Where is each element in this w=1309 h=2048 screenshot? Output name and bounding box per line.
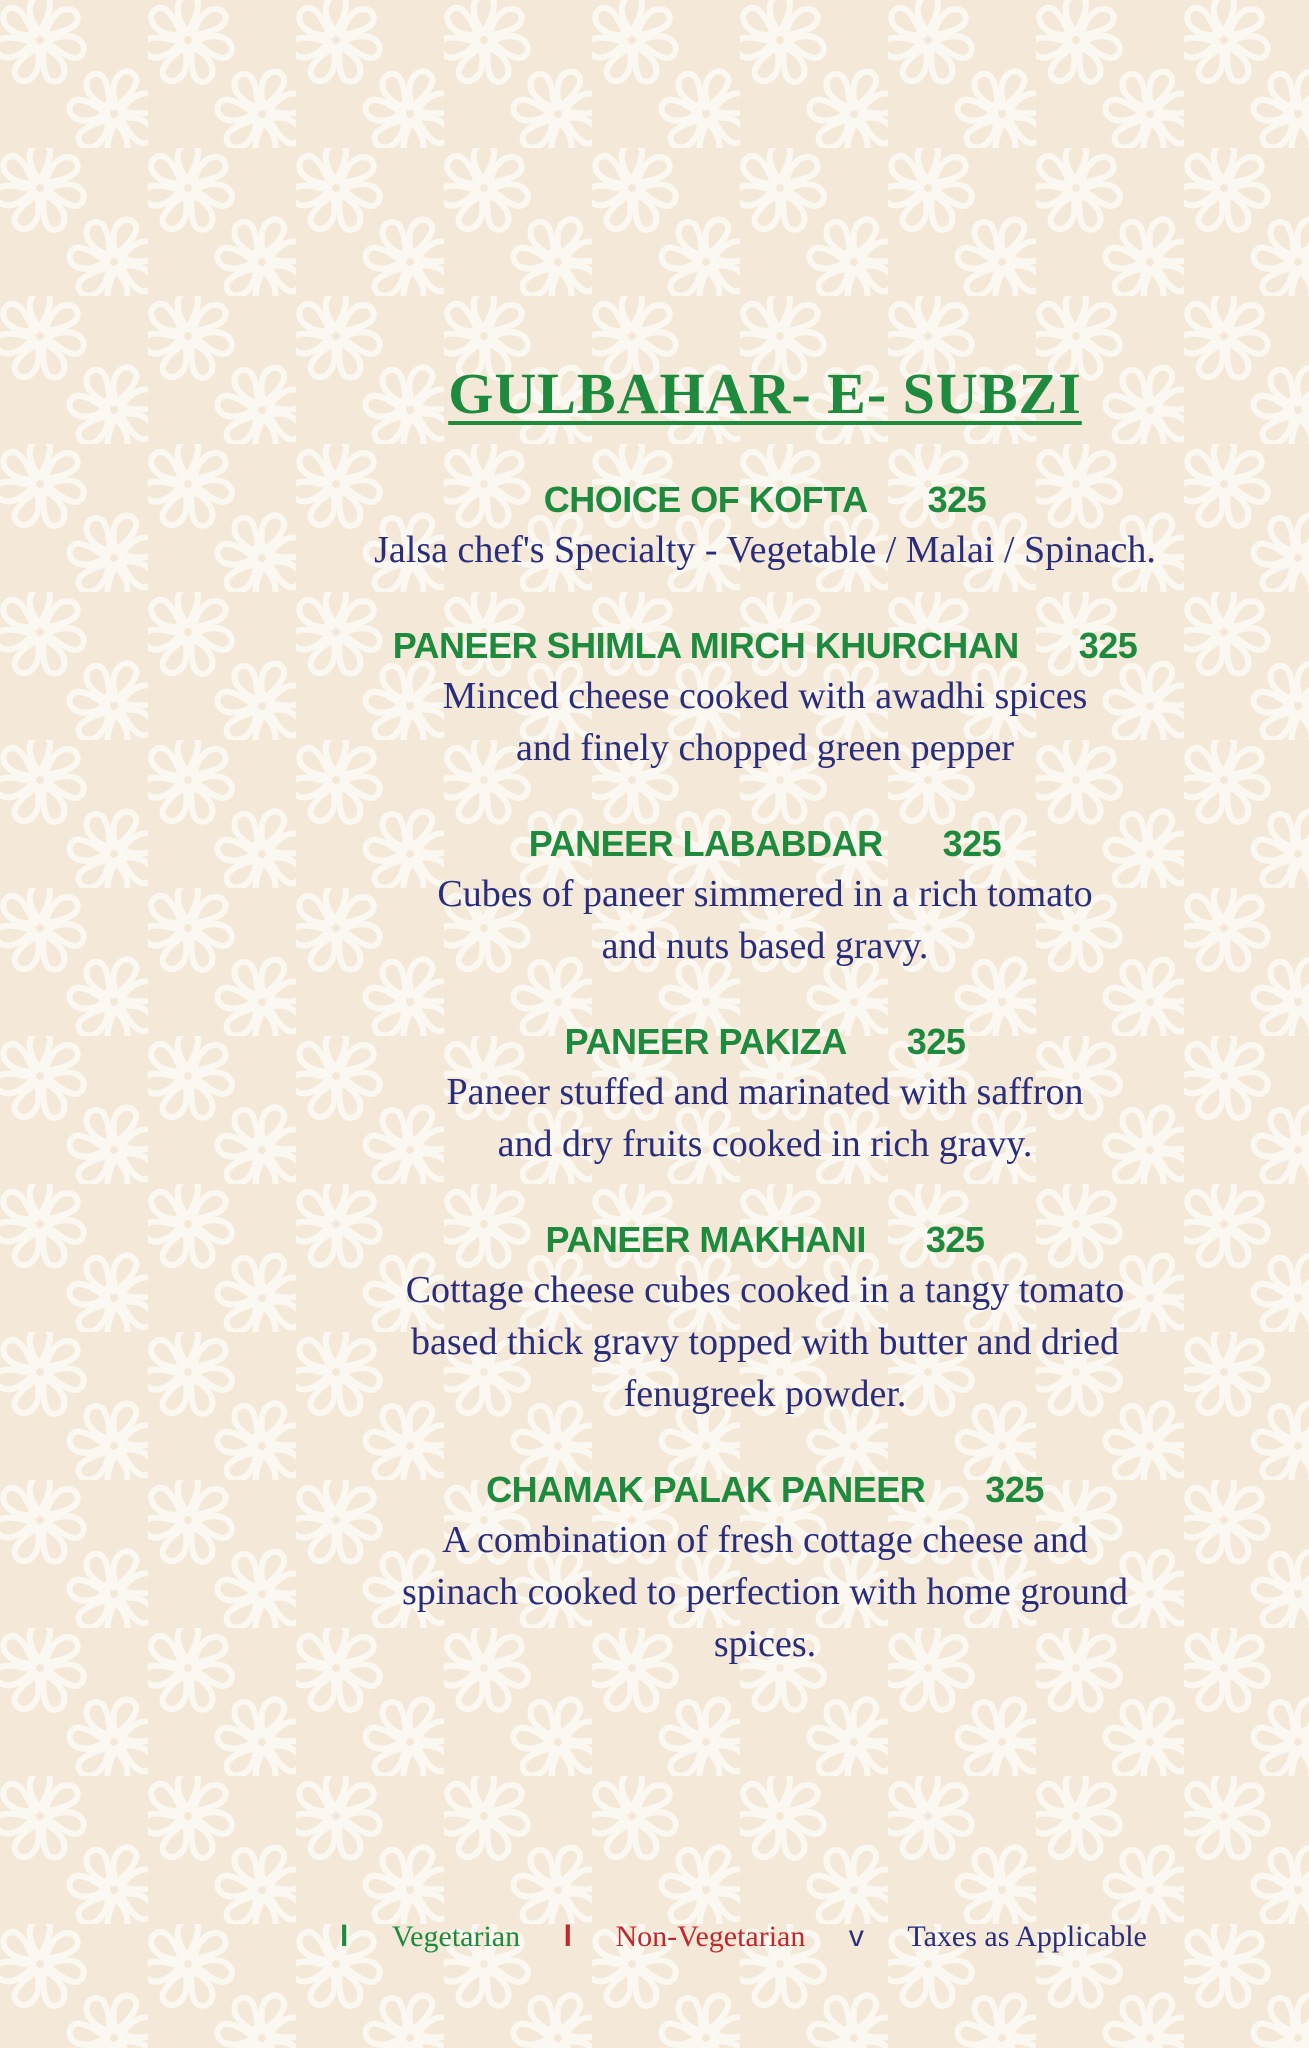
menu-item-heading: [330, 1217, 1200, 1263]
menu-item-description-line: A combination of fresh cottage cheese and: [442, 1519, 1088, 1561]
menu-item: [330, 477, 1200, 575]
menu-item-description-line: Jalsa chef's Specialty - Vegetable / Malai / Spinach.: [374, 529, 1156, 571]
menu-title: GULBAHAR- E- SUBZI: [448, 361, 1082, 426]
menu-item-name: CHAMAK PALAK PANEER: [486, 1469, 926, 1510]
menu-item-description-line: and nuts based gravy.: [601, 925, 929, 967]
menu-item-price: 325: [906, 1021, 966, 1062]
menu-item-price: 325: [985, 1469, 1044, 1510]
nonveg-label: Non-Vegetarian: [615, 1920, 806, 1953]
tax-mark: v: [848, 1920, 864, 1953]
menu-item-name: PANEER SHIMLA MIRCH KHURCHAN: [392, 625, 1019, 666]
menu-item-list: [330, 477, 1200, 1669]
menu-item-name: PANEER MAKHANI: [545, 1219, 866, 1260]
menu-item-heading: [330, 1019, 1200, 1065]
menu-item-heading: [330, 821, 1200, 867]
menu-item-description-line: spices.: [713, 1623, 817, 1665]
menu-item-description-line: fenugreek powder.: [623, 1373, 907, 1415]
menu-item-name: PANEER LABABDAR: [528, 823, 883, 864]
menu-item: [330, 821, 1200, 971]
menu-item-name: CHOICE OF KOFTA: [543, 479, 868, 520]
menu-item-description-line: and dry fruits cooked in rich gravy.: [497, 1123, 1033, 1165]
menu-item: [330, 1019, 1200, 1169]
menu-item: [330, 1217, 1200, 1419]
menu-item-price: 325: [927, 479, 987, 520]
menu-section: [330, 360, 1200, 1717]
menu-item-price: 325: [1078, 625, 1138, 666]
menu-item-heading: [330, 623, 1200, 669]
veg-label: Vegetarian: [391, 1920, 521, 1953]
tax-label: Taxes as Applicable: [907, 1920, 1147, 1953]
legend: [340, 1920, 1147, 1954]
menu-item-description-line: Cottage cheese cubes cooked in a tangy tomato: [405, 1269, 1125, 1311]
menu-item: [330, 1467, 1200, 1669]
menu-item-name: PANEER PAKIZA: [564, 1021, 847, 1062]
menu-item-description-line: and finely chopped green pepper: [515, 727, 1014, 769]
menu-item-description-line: spinach cooked to perfection with home ground: [401, 1571, 1129, 1613]
nonveg-mark: l: [563, 1920, 572, 1953]
menu-item-description-line: based thick gravy topped with butter and dried: [410, 1321, 1120, 1363]
menu-item-heading: [330, 477, 1200, 523]
menu-item-price: 325: [925, 1219, 985, 1260]
veg-mark: l: [340, 1920, 349, 1953]
menu-item-heading: [330, 1467, 1200, 1513]
menu-item: [330, 623, 1200, 773]
menu-item-description-line: Minced cheese cooked with awadhi spices: [442, 675, 1088, 717]
menu-item-price: 325: [942, 823, 1002, 864]
menu-item-description-line: Cubes of paneer simmered in a rich tomato: [437, 873, 1093, 915]
menu-item-description-line: Paneer stuffed and marinated with saffron: [446, 1071, 1084, 1113]
